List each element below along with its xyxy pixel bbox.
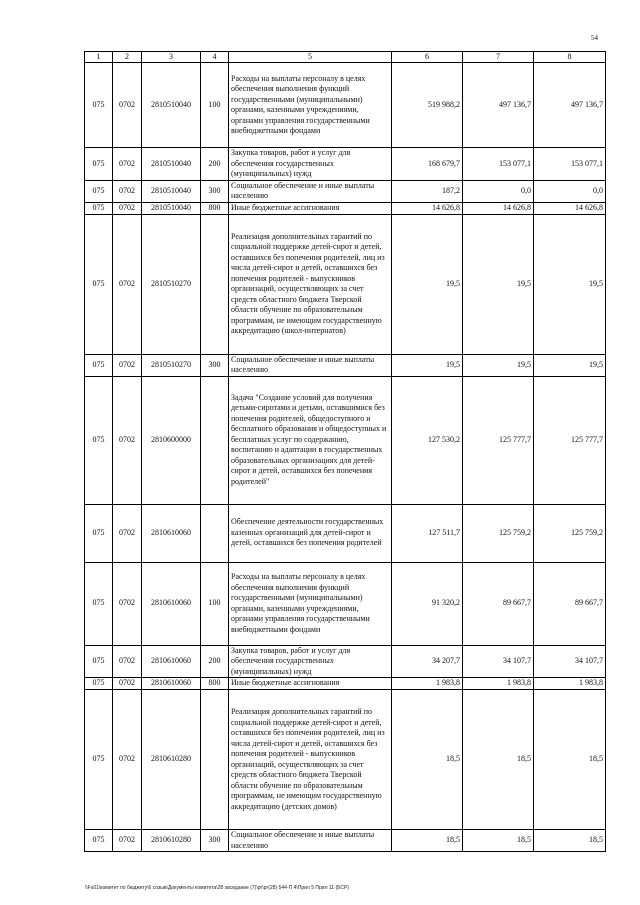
description-cell: Иные бюджетные ассигнования (229, 678, 392, 690)
expense-type-cell: 200 (201, 645, 229, 678)
amount-cell: 18,5 (463, 830, 534, 852)
amount-cell: 127 511,7 (392, 504, 463, 562)
header-cell: 8 (534, 52, 606, 63)
expense-type-cell: 800 (201, 202, 229, 214)
target-article-cell: 2810610060 (142, 645, 201, 678)
target-article-cell: 2810610060 (142, 562, 201, 645)
admin-code-cell: 075 (85, 202, 113, 214)
table-row (85, 63, 606, 148)
target-article-cell: 2810510270 (142, 354, 201, 376)
table-row (85, 504, 606, 562)
header-cell: 3 (142, 52, 201, 63)
amount-cell: 19,5 (463, 354, 534, 376)
amount-cell: 18,5 (392, 690, 463, 830)
section-code-cell: 0702 (113, 562, 142, 645)
table-row (85, 645, 606, 678)
amount-cell: 19,5 (392, 214, 463, 354)
table-row (85, 830, 606, 852)
amount-cell: 1 983,8 (392, 678, 463, 690)
expense-type-cell: 300 (201, 354, 229, 376)
section-code-cell: 0702 (113, 504, 142, 562)
header-cell: 4 (201, 52, 229, 63)
amount-cell: 19,5 (534, 214, 606, 354)
section-code-cell: 0702 (113, 690, 142, 830)
amount-cell: 19,5 (534, 354, 606, 376)
admin-code-cell: 075 (85, 504, 113, 562)
section-code-cell: 0702 (113, 148, 142, 181)
admin-code-cell: 075 (85, 830, 113, 852)
description-cell: Расходы на выплаты персоналу в целях обеспечения выполнения функций государственными (муниципальными) органами, казенными учреждениями, органами управления государственными внебюджетными фондами (229, 562, 392, 645)
amount-cell: 0,0 (463, 180, 534, 202)
target-article-cell: 2810610280 (142, 830, 201, 852)
description-cell: Расходы на выплаты персоналу в целях обеспечения выполнения функций государственными (муниципальными) органами, казенными учреждениями, органами управления государственными внебюджетными фондами (229, 63, 392, 148)
amount-cell: 14 626,8 (463, 202, 534, 214)
section-code-cell: 0702 (113, 645, 142, 678)
section-code-cell: 0702 (113, 180, 142, 202)
description-cell: Реализация дополнительных гарантий по социальной поддержке детей-сирот и детей, оставшихся без попечения родителей, лиц из числа детей-сирот и детей, оставшихся без попечения родителей - выпускников организаций, осуществляющих за счет средств областного бюджета Тверской области обучение по образовательным программам, не имеющим государственную аккредитацию (школ-интернатов) (229, 214, 392, 354)
table-row (85, 180, 606, 202)
header-row (85, 52, 606, 63)
section-code-cell: 0702 (113, 376, 142, 504)
amount-cell: 14 626,8 (534, 202, 606, 214)
target-article-cell: 2810610280 (142, 690, 201, 830)
admin-code-cell: 075 (85, 690, 113, 830)
table-row (85, 690, 606, 830)
amount-cell: 19,5 (463, 214, 534, 354)
table-row (85, 148, 606, 181)
expense-type-cell (201, 214, 229, 354)
admin-code-cell: 075 (85, 354, 113, 376)
admin-code-cell: 075 (85, 562, 113, 645)
description-cell: Обеспечение деятельности государственных казенных организаций для детей-сирот и детей, оставшихся без попечения родителей (229, 504, 392, 562)
target-article-cell: 2810510270 (142, 214, 201, 354)
amount-cell: 89 667,7 (534, 562, 606, 645)
amount-cell: 34 107,7 (534, 645, 606, 678)
table-row (85, 376, 606, 504)
amount-cell: 18,5 (392, 830, 463, 852)
table-row (85, 562, 606, 645)
expense-type-cell: 800 (201, 678, 229, 690)
amount-cell: 497 136,7 (534, 63, 606, 148)
amount-cell: 18,5 (534, 690, 606, 830)
amount-cell: 19,5 (392, 354, 463, 376)
table-row (85, 354, 606, 376)
amount-cell: 519 988,2 (392, 63, 463, 148)
description-cell: Социальное обеспечение и иные выплаты населению (229, 830, 392, 852)
expense-type-cell: 100 (201, 63, 229, 148)
target-article-cell: 2810510040 (142, 63, 201, 148)
target-article-cell: 2810610060 (142, 504, 201, 562)
amount-cell: 153 077,1 (463, 148, 534, 181)
section-code-cell: 0702 (113, 214, 142, 354)
amount-cell: 1 983,8 (463, 678, 534, 690)
admin-code-cell: 075 (85, 214, 113, 354)
admin-code-cell: 075 (85, 148, 113, 181)
amount-cell: 153 077,1 (534, 148, 606, 181)
amount-cell: 187,2 (392, 180, 463, 202)
amount-cell: 127 530,2 (392, 376, 463, 504)
amount-cell: 125 777,7 (463, 376, 534, 504)
amount-cell: 18,5 (534, 830, 606, 852)
expense-type-cell (201, 504, 229, 562)
amount-cell: 497 136,7 (463, 63, 534, 148)
table-row (85, 214, 606, 354)
header-cell: 5 (229, 52, 392, 63)
admin-code-cell: 075 (85, 376, 113, 504)
target-article-cell: 2810510040 (142, 180, 201, 202)
expense-type-cell: 100 (201, 562, 229, 645)
header-cell: 1 (85, 52, 113, 63)
description-cell: Иные бюджетные ассигнования (229, 202, 392, 214)
amount-cell: 89 667,7 (463, 562, 534, 645)
admin-code-cell: 075 (85, 63, 113, 148)
description-cell: Социальное обеспечение и иные выплаты населению (229, 354, 392, 376)
budget-table (84, 51, 606, 852)
expense-type-cell: 300 (201, 180, 229, 202)
target-article-cell: 2810510040 (142, 148, 201, 181)
file-path-footer: \\Fs01\комитет по бюджету\6 созыв\Документы комитета\28 заседание (7)\рг\рг(28) 544-П 4\Прил 5 Прил 11 (БСР) (85, 885, 349, 891)
description-cell: Закупка товаров, работ и услуг для обеспечения государственных (муниципальных) нужд (229, 148, 392, 181)
header-cell: 6 (392, 52, 463, 63)
section-code-cell: 0702 (113, 63, 142, 148)
expense-type-cell (201, 690, 229, 830)
description-cell: Социальное обеспечение и иные выплаты населению (229, 180, 392, 202)
amount-cell: 34 207,7 (392, 645, 463, 678)
target-article-cell: 2810610060 (142, 678, 201, 690)
expense-type-cell: 300 (201, 830, 229, 852)
description-cell: Задача "Создание условий для получения детьми-сиротами и детьми, оставшимися без попечения родителей, общедоступного и бесплатного образования и общедоступных и бесплатных услуг по содержанию, воспитанию и адаптации в государственных образовательных организациях для детей-сирот и детей, оставшихся без попечения родителей" (229, 376, 392, 504)
expense-type-cell: 200 (201, 148, 229, 181)
amount-cell: 168 679,7 (392, 148, 463, 181)
target-article-cell: 2810510040 (142, 202, 201, 214)
section-code-cell: 0702 (113, 354, 142, 376)
amount-cell: 18,5 (463, 690, 534, 830)
admin-code-cell: 075 (85, 678, 113, 690)
target-article-cell: 2810600000 (142, 376, 201, 504)
section-code-cell: 0702 (113, 678, 142, 690)
header-cell: 7 (463, 52, 534, 63)
header-cell: 2 (113, 52, 142, 63)
section-code-cell: 0702 (113, 830, 142, 852)
description-cell: Реализация дополнительных гарантий по социальной поддержке детей-сирот и детей, оставшихся без попечения родителей, лиц из числа детей-сирот и детей, оставшихся без попечения родителей - выпускников организаций, осуществляющих за счет средств областного бюджета Тверской области обучение по образовательным программам, не имеющим государственную аккредитацию (детских домов) (229, 690, 392, 830)
amount-cell: 34 107,7 (463, 645, 534, 678)
amount-cell: 125 759,2 (463, 504, 534, 562)
table-row (85, 678, 606, 690)
admin-code-cell: 075 (85, 180, 113, 202)
description-cell: Закупка товаров, работ и услуг для обеспечения государственных (муниципальных) нужд (229, 645, 392, 678)
admin-code-cell: 075 (85, 645, 113, 678)
amount-cell: 125 777,7 (534, 376, 606, 504)
amount-cell: 1 983,8 (534, 678, 606, 690)
section-code-cell: 0702 (113, 202, 142, 214)
expense-type-cell (201, 376, 229, 504)
page-number: 54 (591, 34, 598, 42)
amount-cell: 125 759,2 (534, 504, 606, 562)
amount-cell: 0,0 (534, 180, 606, 202)
amount-cell: 14 626,8 (392, 202, 463, 214)
table-row (85, 202, 606, 214)
amount-cell: 91 320,2 (392, 562, 463, 645)
